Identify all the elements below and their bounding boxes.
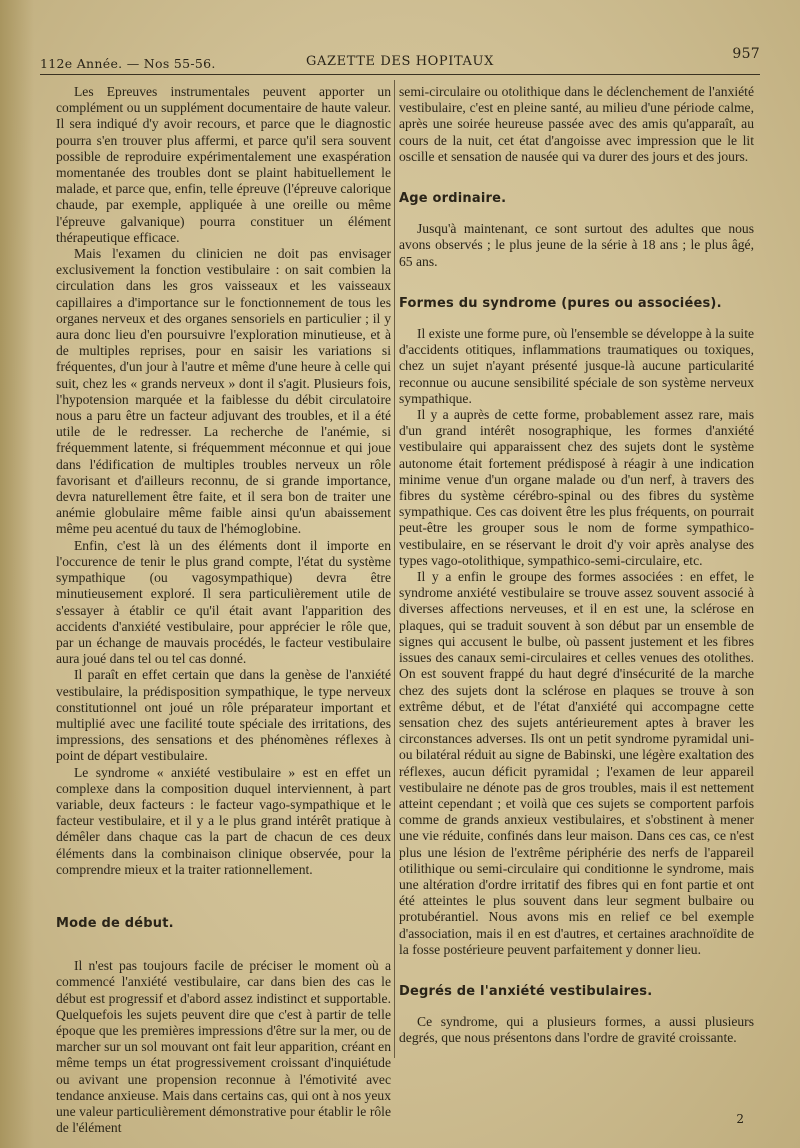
section-heading-debut: Mode de début. [56,915,174,931]
paragraph: Il n'est pas toujours facile de préciser le moment où a commencé l'anxiété vestibulaire, car dans bien des cas le début est progressif et d'abord assez indistinct et supportable. Quelquefois les sujets peuvent dire que c'est à partir de telle époque que les premières impressions d'être sur la mer, ou de marcher sur un sol mouvant ont fait leur apparition, créant en même temps un état progressivement croissant d'inquiétude ou avivant une propension reconnue à l'émotivité avec tendance anxieuse. Mais dans certains cas, qui ont à nos yeux une valeur particulièrement démonstrative pour établir le rôle de l'élément [56,958,391,1136]
paragraph: Ce syndrome, qui a plusieurs formes, a aussi plusieurs degrés, que nous présentons dans l'ordre de gravité croissante. [399,1014,754,1046]
paragraph: Enfin, c'est là un des éléments dont il importe en l'occurence de tenir le plus grand compte, l'état du système sympathique (ou vagosympathique) devra être minutieusement exploré. Il sera particulièrement utile de s'essayer à établir ce qu'il était avant l'apparition des accidents d'anxiété vestibulaire, pour apprécier le rôle que, par un échange de mauvais procédés, le facteur vestibulaire aura joué dans tel ou tel cas donné. [56,537,391,667]
paragraph: Les Epreuves instrumentales peuvent apporter un complément ou un supplément documentaire de haute valeur. Il sera indiqué d'y avoir recours, et parce que le diagnostic pourra s'en trouver plus affermi, et parce qu'il sera souvent possible de reproduire expérimentalement une exaspération momentanée des troubles dont se plaint habituellement le malade, et parce que, enfin, telle épreuve (l'épreuve calorique chaude, par exemple, appliquée à une oreille ou même l'épreuve galvanique) pourra constituer un élément thérapeutique efficace. [56,84,391,245]
paragraph: Il y a auprès de cette forme, probablement assez rare, mais d'un grand intérêt nosographique, les formes d'anxiété vestibulaire qui apparaissent chez des sujets dont le système autonome était fortement prédisposé à réagir à une indication minime venue d'un organe malade ou d'un nerf, à travers des fibres du système cérébro-spinal ou des fibres du système sympathique. Ces cas doivent être les plus fréquents, on pourrait peut-être les grouper sous le nom de forme sympathico-vestibulaire, en se réservant le droit d'y voir après analyse des types vago-otolithique, sympathico-semi-circulaire, etc. [399,407,754,568]
paragraph: Jusqu'à maintenant, ce sont surtout des adultes que nous avons observés ; le plus jeune de la série à 18 ans ; le plus âgé, 65 ans. [399,221,754,269]
column-divider [394,80,395,1058]
section-heading-degres: Degrés de l'anxiété vestibulaires. [399,983,653,999]
paragraph: Il existe une forme pure, où l'ensemble se développe à la suite d'accidents otitiques, inflammations traumatiques ou toxiques, chez un sujet n'ayant présenté jusque-là aucune particularité reconnue ou aucune sensibilité spéciale de son système nerveux sympathique. [399,326,754,406]
issue-number: 112e Année. — Nos 55-56. [40,56,216,71]
header-rule [40,74,760,75]
right-column [399,84,754,1088]
paragraph: Mais l'examen du clinicien ne doit pas envisager exclusivement la fonction vestibulaire : on sait combien la circulation dans les gros vaisseaux et les vaisseaux capillaires a d'importance sur le fonctionnement de tous les organes nerveux et des organes sensoriels en particulier ; il y aura donc lieu d'en poursuivre l'exploration minutieuse, et à de multiples reprises, pour en saisir les variations si fréquentes, d'un jour à l'autre et même d'une heure à celle qui suit, chez les « grands nerveux » dont il s'agit. Plusieurs fois, l'hypotension marquée et la faiblesse du débit circulatoire nous a paru être un facteur adjuvant des troubles, et il a été utile de le redresser. La recherche de l'anémie, si fréquemment latente, si fréquemment méconnue et qui joue dans l'édification de multiples troubles nerveux un rôle favorisant et d'ailleurs reconnu, de si grande importance, devra naturellement être faite, et il sera bon de traiter une anémie globulaire même faible ainsi qu'un abaissement même peu acentué du taux de l'hémoglobine. [56,246,391,537]
left-column [56,84,391,1136]
section-heading-age: Age ordinaire. [399,191,507,207]
page-header [40,46,760,72]
paragraph: semi-circulaire ou otolithique dans le déclenchement de l'anxiété vestibulaire, c'est en pleine santé, au milieu d'une période calme, après une soirée heureuse passée avec des amis qu'apparaît, au cours de la nuit, cet état d'angoisse avec impression que le lit oscille et sensation de nausée qui va durer des jours et des jours. [399,84,754,164]
paragraph: Il paraît en effet certain que dans la genèse de l'anxiété vestibulaire, la prédisposition sympathique, le type nerveux constitutionnel ont joué un rôle préparateur important et multiplié avec une facilité toute spéciale des irritations, des impressions, des sensations et des phénomènes réflexes à point de départ vestibulaire. [56,667,391,764]
paragraph: Le syndrome « anxiété vestibulaire » est en effet un complexe dans la composition duquel interviennent, à part variable, deux facteurs : le facteur vago-sympathique et le facteur vestibulaire, et il y a le plus grand intérêt pratique à démêler dans chaque cas la part de chacun de ces deux éléments dans la combinaison clinique observée, pour la comprendre mieux et la traiter rationnellement. [56,764,391,877]
page-number: 957 [732,46,760,62]
paragraph: Il y a enfin le groupe des formes associées : en effet, le syndrome anxiété vestibulaire se trouve assez souvent associé à diverses affections nerveuses, et il en est une, la sclérose en plaques, qui se traduit souvent à son début par un ensemble de signes qui accusent le bulbe, où passent justement et les fibres issues des canaux semi-circulaires et celles venues des otolithes. On est souvent frappé du haut degré d'insécurité de la marche chez des sujets dont la sclérose en plaques se trouve à son extrême début, et de l'état d'anxiété qui accompagne cette sensation chez des sujets antérieurement aptes à braver les circonstances adverses. Ils ont un petit syndrome pyramidal uni- ou bilatéral réduit au signe de Babinski, une légère exaltation des réflexes, aucun déficit pyramidal ; l'examen de leur appareil vestibulaire ne dénote pas de gros troubles, mais il est nettement atteint cependant ; et voilà que ces sujets se comportent parfois comme de grands anxieux vestibulaires, et s'obstinent à mener une vie réduite, confinés dans leur maison. Dans ces cas, ce n'est plus une lésion de l'extrême périphérie des nerfs de l'appareil otilithique ou semi-circulaire qui conditionne le syndrome, mais une altération d'ordre irritatif des fibres qui en font partie et ont été atteintes le plus souvent dans leur segment bulbaire ou protubérantiel. Nous avons mis en relief ce bel exemple d'association, mais il en est d'autres, et certaines arachnoïdite de la fosse postérieure peuvent parfaitement y donner lieu. [399,569,754,957]
sheet-number: 2 [736,1112,744,1126]
journal-title: GAZETTE DES HOPITAUX [306,54,494,69]
section-heading-formes: Formes du syndrome (pures ou associées). [399,295,722,311]
